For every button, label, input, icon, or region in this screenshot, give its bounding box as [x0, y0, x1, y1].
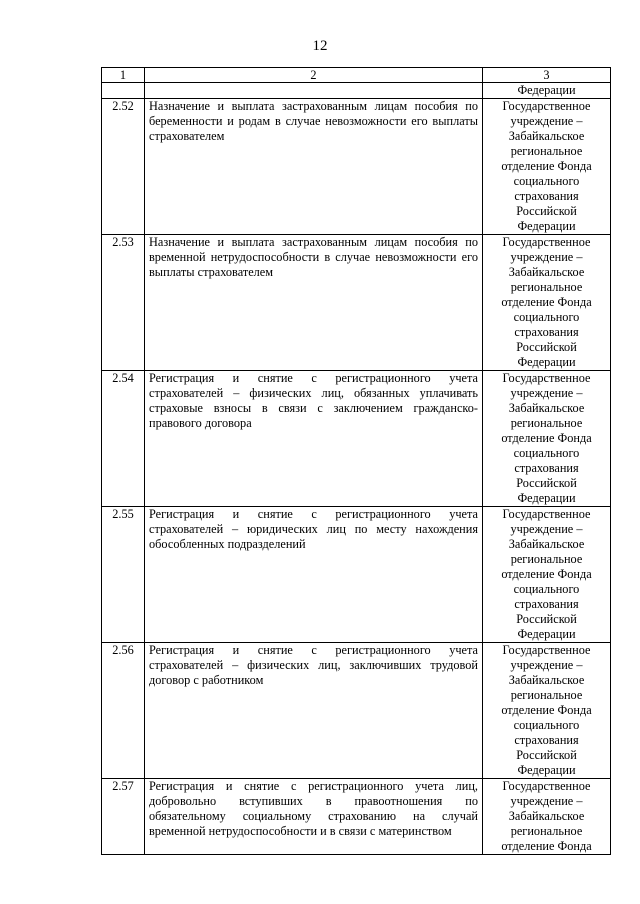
row-number-cell: 2.55	[102, 507, 145, 643]
service-name-cell: Регистрация и снятие с регистрационного учета лиц, добровольно вступивших в правоотношения по обязательному социальному страхованию на случай временной нетрудоспособности и в связи с материнством	[145, 779, 483, 855]
organization-cell	[483, 371, 611, 507]
organization-line: региональное	[510, 280, 583, 294]
organization-line: региональное	[510, 416, 583, 430]
table-header-row	[102, 68, 611, 83]
organization-line: социального	[513, 446, 580, 460]
organization-line: социального	[513, 718, 580, 732]
column-header-organization: 3	[483, 68, 611, 83]
organization-line: Федерации	[517, 219, 576, 233]
table-row	[102, 371, 611, 507]
service-name-cell: Назначение и выплата застрахованным лицам пособия по беременности и родам в случае невозможности его выплаты страхователем	[145, 99, 483, 235]
organization-line: Государственное	[502, 235, 591, 249]
organization-line: региональное	[510, 824, 583, 838]
organization-cell	[483, 99, 611, 235]
row-number-cell: 2.52	[102, 99, 145, 235]
organization-cell	[483, 507, 611, 643]
organization-line: учреждение –	[510, 522, 583, 536]
organization-line: отделение Фонда	[501, 159, 592, 173]
row-number-cell: 2.54	[102, 371, 145, 507]
organization-cell	[483, 235, 611, 371]
organization-line: Федерации	[517, 763, 576, 777]
organization-line: Государственное	[502, 507, 591, 521]
organization-line: страхования	[514, 597, 579, 611]
page-number: 12	[312, 38, 328, 54]
service-name-cell: Регистрация и снятие с регистрационного учета страхователей – физических лиц, заключивших трудовой договор с работником	[145, 643, 483, 779]
organization-line: отделение Фонда	[501, 839, 592, 853]
organization-line: Забайкальское	[508, 809, 585, 823]
organization-line: страхования	[514, 461, 579, 475]
column-header-name: 2	[145, 68, 483, 83]
organization-line: Российской	[516, 204, 577, 218]
organization-line: Забайкальское	[508, 265, 585, 279]
organization-cell	[483, 643, 611, 779]
organization-line: страхования	[514, 189, 579, 203]
services-table	[101, 67, 611, 855]
service-name-cell: Назначение и выплата застрахованным лицам пособия по временной нетрудоспособности в случае невозможности его выплаты страхователем	[145, 235, 483, 371]
row-number-cell: 2.57	[102, 779, 145, 855]
continuation-name-cell	[145, 83, 483, 99]
organization-line: учреждение –	[510, 114, 583, 128]
organization-line: социального	[513, 582, 580, 596]
organization-line: отделение Фонда	[501, 431, 592, 445]
table-row	[102, 235, 611, 371]
organization-line: Государственное	[502, 779, 591, 793]
organization-line: региональное	[510, 144, 583, 158]
organization-line: учреждение –	[510, 386, 583, 400]
row-number-cell: 2.56	[102, 643, 145, 779]
organization-line: социального	[513, 310, 580, 324]
service-name-cell: Регистрация и снятие с регистрационного учета страхователей – физических лиц, обязанных уплачивать страховые взносы в связи с заключением гражданско-правового договора	[145, 371, 483, 507]
organization-line: учреждение –	[510, 794, 583, 808]
organization-line: отделение Фонда	[501, 295, 592, 309]
organization-line: Российской	[516, 476, 577, 490]
column-header-number: 1	[102, 68, 145, 83]
continuation-number-cell	[102, 83, 145, 99]
organization-line: Федерации	[517, 627, 576, 641]
service-name-cell: Регистрация и снятие с регистрационного учета страхователей – юридических лиц по месту нахождения обособленных подразделений	[145, 507, 483, 643]
organization-line: региональное	[510, 688, 583, 702]
organization-line: страхования	[514, 325, 579, 339]
organization-line: Государственное	[502, 99, 591, 113]
organization-line: Забайкальское	[508, 401, 585, 415]
continuation-organization-cell: Федерации	[483, 83, 611, 99]
organization-line: Забайкальское	[508, 129, 585, 143]
organization-line: отделение Фонда	[501, 567, 592, 581]
organization-line: Российской	[516, 748, 577, 762]
table-row	[102, 643, 611, 779]
organization-line: Забайкальское	[508, 537, 585, 551]
organization-line: учреждение –	[510, 250, 583, 264]
organization-line: Федерации	[517, 491, 576, 505]
organization-line: Федерации	[517, 355, 576, 369]
organization-line: социального	[513, 174, 580, 188]
organization-line: Российской	[516, 612, 577, 626]
table-row	[102, 779, 611, 855]
organization-line: страхования	[514, 733, 579, 747]
organization-line: отделение Фонда	[501, 703, 592, 717]
organization-line: Забайкальское	[508, 673, 585, 687]
organization-cell	[483, 779, 611, 855]
continuation-row	[102, 83, 611, 99]
organization-line: Государственное	[502, 643, 591, 657]
table-row	[102, 507, 611, 643]
table-row	[102, 99, 611, 235]
organization-line: Российской	[516, 340, 577, 354]
organization-line: Государственное	[502, 371, 591, 385]
row-number-cell: 2.53	[102, 235, 145, 371]
organization-line: учреждение –	[510, 658, 583, 672]
organization-line: региональное	[510, 552, 583, 566]
